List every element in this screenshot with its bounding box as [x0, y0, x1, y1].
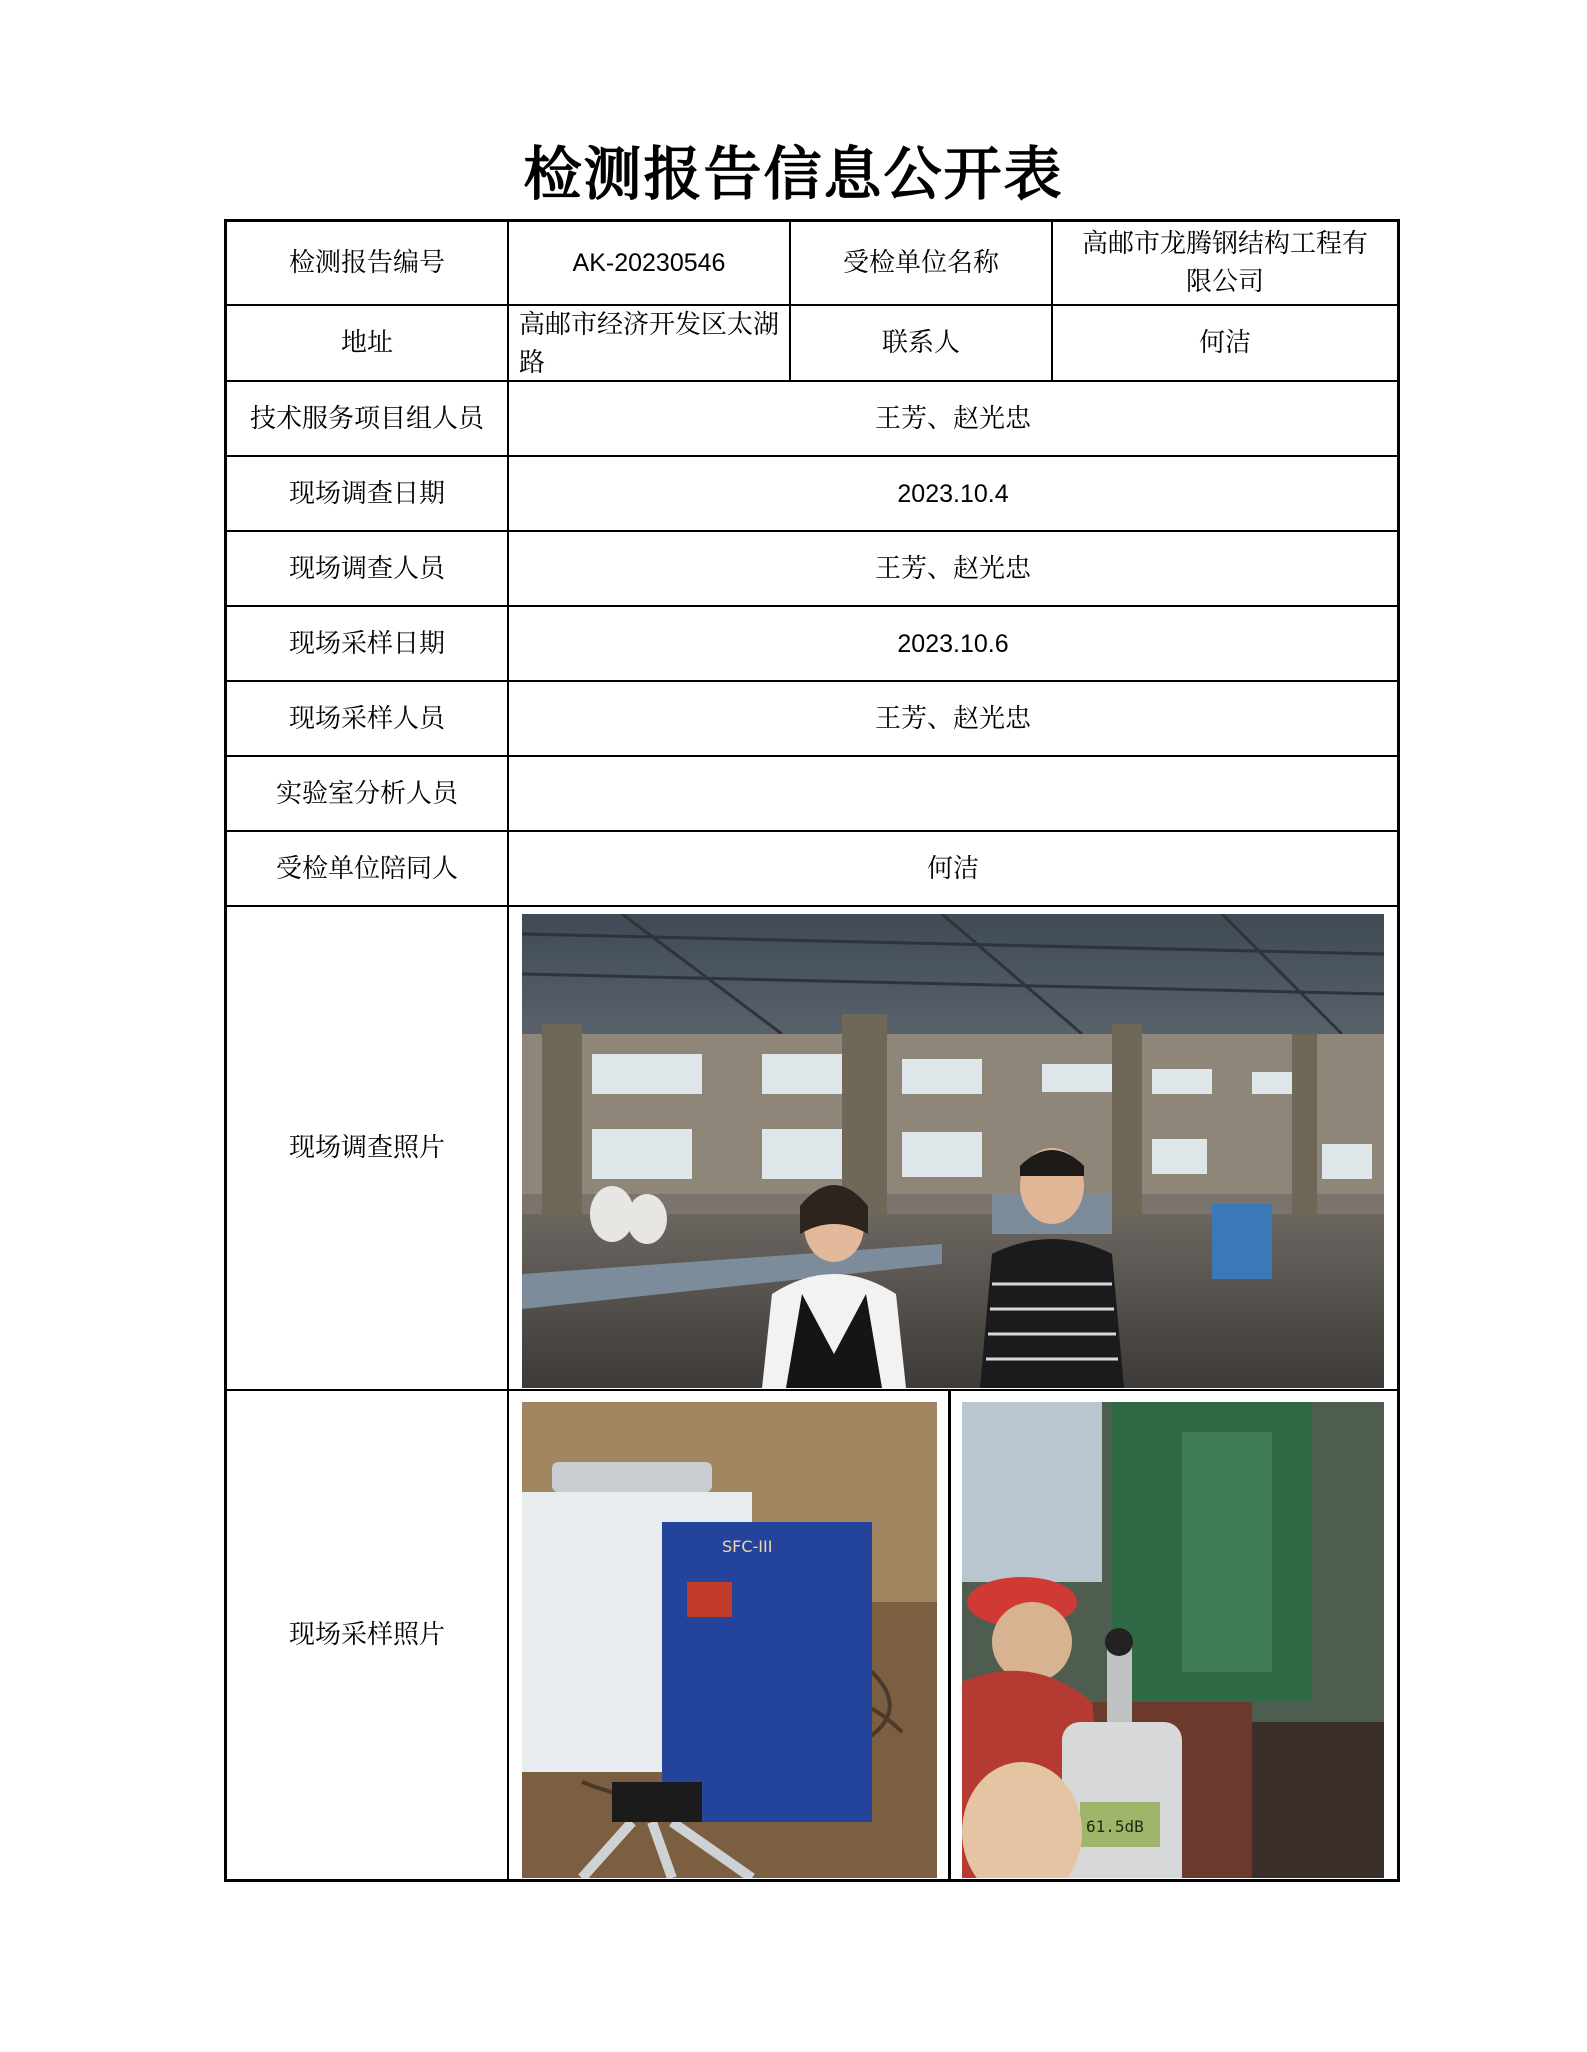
- sampling-date-label: 现场采样日期: [227, 607, 509, 682]
- team-label: 技术服务项目组人员: [227, 382, 509, 457]
- unit-name-label: 受检单位名称: [791, 222, 1053, 306]
- sampler-model-label: SFC-III: [722, 1537, 773, 1556]
- sampling-photo-sampler: [522, 1402, 937, 1878]
- contact-label: 联系人: [791, 306, 1053, 382]
- sampling-staff-label: 现场采样人员: [227, 682, 509, 757]
- page-title: 检测报告信息公开表: [523, 140, 1064, 208]
- survey-staff-value: 王芳、赵光忠: [509, 532, 1397, 607]
- contact-value: 何洁: [1053, 306, 1397, 382]
- report-no-value: AK-20230546: [509, 222, 791, 306]
- survey-date-value: 2023.10.4: [509, 457, 1397, 532]
- unit-name-value: 高邮市龙腾钢结构工程有限公司: [1053, 222, 1397, 306]
- meter-reading: 61.5dB: [1086, 1817, 1144, 1836]
- escort-value: 何洁: [509, 832, 1397, 907]
- team-value: 王芳、赵光忠: [509, 382, 1397, 457]
- sampling-photo-meter: [962, 1402, 1384, 1878]
- sampling-staff-value: 王芳、赵光忠: [509, 682, 1397, 757]
- sampling-photo-label: 现场采样照片: [227, 1391, 509, 1879]
- report-no-label: 检测报告编号: [227, 222, 509, 306]
- survey-staff-label: 现场调查人员: [227, 532, 509, 607]
- survey-photo-label: 现场调查照片: [227, 907, 509, 1391]
- address-value: 高邮市经济开发区太湖路: [509, 306, 791, 382]
- lab-staff-value: [509, 757, 1397, 832]
- lab-staff-label: 实验室分析人员: [227, 757, 509, 832]
- photo-divider: [948, 1390, 951, 1882]
- escort-label: 受检单位陪同人: [227, 832, 509, 907]
- address-label: 地址: [227, 306, 509, 382]
- survey-photo: [522, 914, 1384, 1388]
- survey-date-label: 现场调查日期: [227, 457, 509, 532]
- sampling-date-value: 2023.10.6: [509, 607, 1397, 682]
